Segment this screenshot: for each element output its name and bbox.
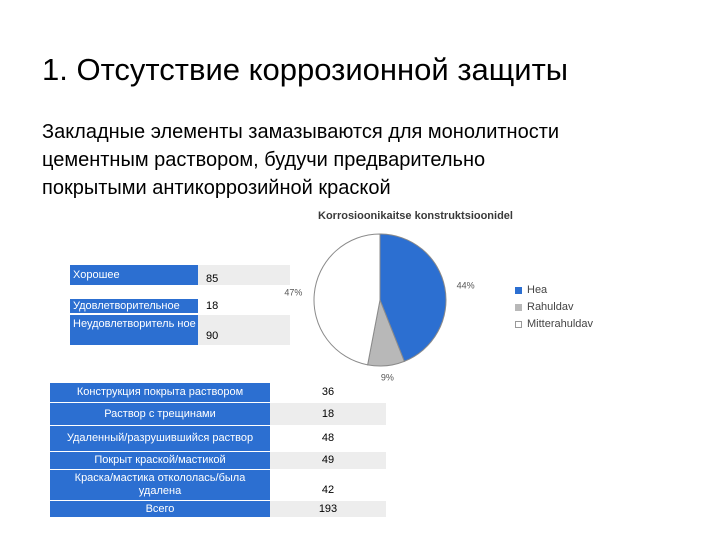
table-cell-label: Конструкция покрыта раствором xyxy=(50,383,270,402)
paragraph-line-1: Закладные элементы замазываются для монолитности xyxy=(42,121,560,143)
table-cell-label: Хорошее xyxy=(70,265,198,285)
table-cell-label: Удовлетворительное xyxy=(70,299,198,313)
legend-swatch xyxy=(515,287,522,294)
pie-chart xyxy=(284,205,500,385)
slide-title: 1. Отсутствие коррозионной защиты xyxy=(42,52,569,87)
legend-label: Hea xyxy=(527,284,548,296)
table-cell-value: 18 xyxy=(270,403,386,425)
table-cell-value: 18 xyxy=(198,299,290,313)
paragraph-line-3: покрытыми антикоррозийной краской xyxy=(42,177,391,199)
table-cell-label: Всего xyxy=(50,501,270,517)
table-cell-value: 42 xyxy=(270,470,386,500)
legend-swatch xyxy=(515,321,522,328)
legend-swatch xyxy=(515,304,522,311)
table-cell-value: 49 xyxy=(270,452,386,469)
table-cell-label: Удаленный/разрушившийся раствор xyxy=(50,426,270,451)
legend-label: Mitterahuldav xyxy=(527,318,594,330)
legend-label: Rahuldav xyxy=(527,301,574,313)
table-cell-value: 36 xyxy=(270,383,386,402)
pie-slice-mitterahuldav xyxy=(314,234,380,365)
table-cell-value: 90 xyxy=(198,315,290,345)
pie-label-hea: 44% xyxy=(456,280,475,291)
paragraph-line-2: цементным раствором, будучи предварительно xyxy=(42,149,486,171)
table-cell-label: Краска/мастика откололась/была удалена xyxy=(50,470,270,500)
body-paragraph xyxy=(42,118,692,202)
table-cell-value: 48 xyxy=(270,426,386,451)
table-cell-label: Покрыт краской/мастикой xyxy=(50,452,270,469)
table-cell-label: Раствор с трещинами xyxy=(50,403,270,425)
table-cell-value: 85 xyxy=(198,265,290,285)
pie-label-mitterahuldav: 47% xyxy=(284,287,303,298)
table-cell-label: Неудовлетворитель ное xyxy=(70,315,198,345)
pie-label-rahuldav: 9% xyxy=(380,372,394,383)
chart-title: Korrosioonikaitse konstruktsioonidel xyxy=(318,210,513,222)
table-cell-value: 193 xyxy=(270,501,386,517)
